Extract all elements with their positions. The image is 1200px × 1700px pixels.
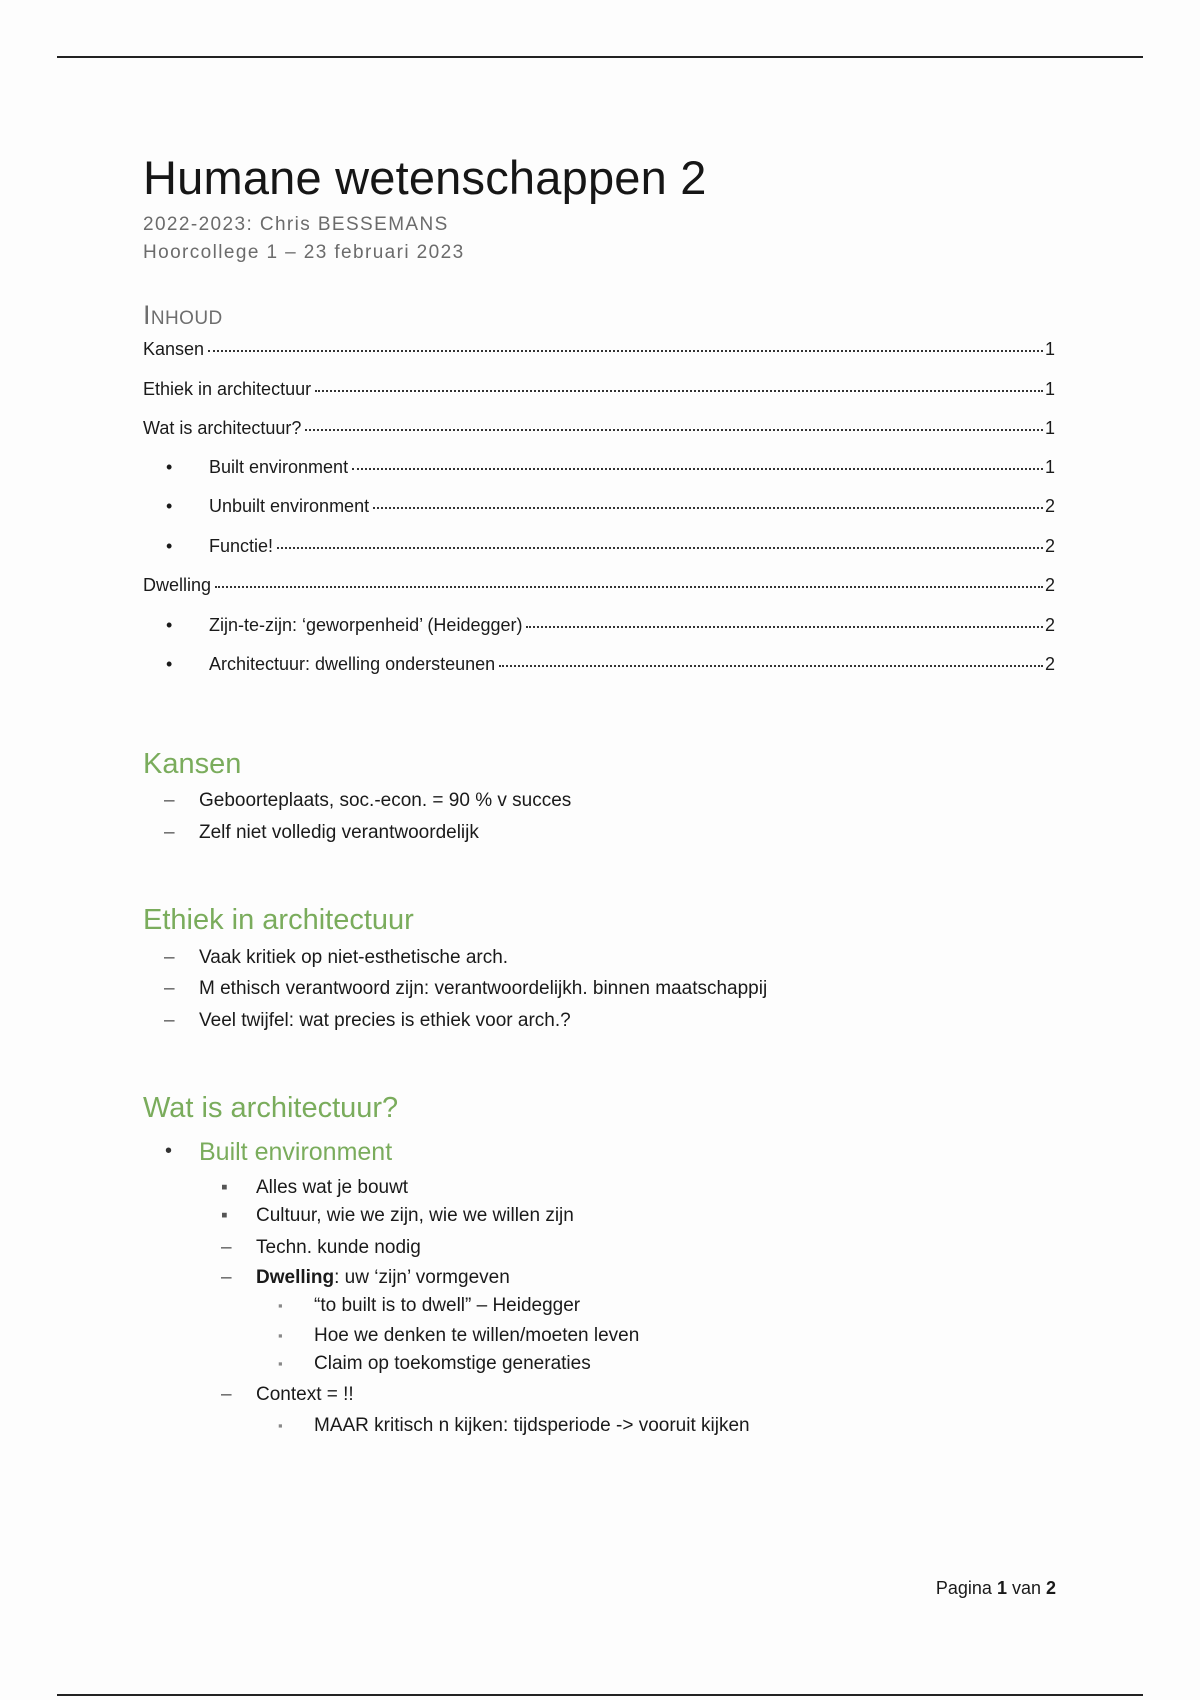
page-prefix: Pagina [935,1578,997,1598]
page-middle: van [1006,1578,1046,1598]
toc-page: 2 [1044,615,1055,635]
list-item: Cultuur, wie we zijn, wie we willen zijn [256,1205,574,1226]
bullet-marker: • [165,1140,173,1162]
toc-page: 2 [1044,575,1055,595]
square-marker: ▪ [221,1177,228,1198]
toc-bullet: • [166,457,173,477]
toc-leader [305,429,1043,431]
list-item: Veel twijfel: wat precies is ethiek voor arch.? [199,1010,571,1031]
toc-page: 1 [1044,457,1055,477]
dash-marker: – [164,1010,175,1031]
list-item: Hoe we denken te willen/moeten leven [314,1325,640,1346]
toc-label: Functie! [209,536,274,556]
dash-marker: – [164,790,175,811]
list-item: Vaak kritiek op niet-esthetische arch. [199,947,509,968]
list-item: MAAR kritisch n kijken: tijdsperiode -> vooruit kijken [314,1415,750,1436]
toc-leader [208,350,1043,352]
toc-entry-zijn-te-zijn[interactable] [209,615,1055,639]
heading-ethiek: Ethiek in architectuur [143,904,414,936]
dwelling-bold: Dwelling [256,1267,335,1288]
list-item-dwelling [256,1267,510,1289]
toc-entry-functie[interactable] [209,536,1055,560]
bottom-rule [57,1694,1143,1696]
toc-label: Unbuilt environment [209,496,370,516]
toc-entry-dwelling[interactable] [143,575,1055,599]
subtitle-course: 2022-2023: Chris BESSEMANS [143,214,449,235]
square-marker: ▪ [221,1205,228,1226]
toc-page: 2 [1044,654,1055,674]
toc-page: 1 [1044,379,1055,399]
list-item: Alles wat je bouwt [256,1177,409,1198]
list-item: “to built is to dwell” – Heidegger [314,1295,581,1316]
toc-bullet: • [166,615,173,635]
toc-leader [315,390,1043,392]
page-current: 1 [996,1578,1007,1598]
small-marker: ▪ [278,1328,283,1343]
toc-bullet: • [166,654,173,674]
toc-leader [373,507,1043,509]
toc-entry-ethiek[interactable] [143,379,1055,403]
toc-bullet: • [166,496,173,516]
document-title: Humane wetenschappen 2 [143,151,707,204]
toc-entry-wat-is-architectuur[interactable] [143,418,1055,442]
toc-entry-kansen[interactable] [143,339,1055,363]
list-item: Claim op toekomstige generaties [314,1353,591,1374]
toc-entry-unbuilt-environment[interactable] [209,496,1055,520]
toc-entry-architectuur-dwelling[interactable] [209,654,1055,678]
toc-entry-built-environment[interactable] [209,457,1055,481]
toc-page: 1 [1044,339,1055,359]
subtitle-lecture: Hoorcollege 1 – 23 februari 2023 [143,242,465,263]
list-item: Techn. kunde nodig [256,1237,421,1258]
toc-leader [277,547,1043,549]
toc-label: Built environment [209,457,349,477]
toc-label: Kansen [143,339,205,359]
list-item-context: Context = !! [256,1384,354,1405]
small-marker: ▪ [278,1356,283,1371]
heading-built-environment: Built environment [199,1138,393,1166]
toc-heading: Inhoud [143,300,223,330]
toc-page: 2 [1044,496,1055,516]
toc-page: 2 [1044,536,1055,556]
dash-marker: – [164,947,175,968]
dwelling-rest: : uw ‘zijn’ vormgeven [334,1267,510,1288]
heading-kansen: Kansen [143,748,242,780]
toc-bullet: • [166,536,173,556]
toc-label: Wat is architectuur? [143,418,302,438]
list-item: Geboorteplaats, soc.-econ. = 90 % v succes [199,790,572,811]
toc-leader [215,586,1043,588]
dash-marker: – [221,1384,232,1405]
dash-marker: – [221,1267,232,1288]
toc-page: 1 [1044,418,1055,438]
dash-marker: – [164,822,175,843]
small-marker: ▪ [278,1418,283,1433]
list-item: Zelf niet volledig verantwoordelijk [199,822,479,843]
dash-marker: – [164,978,175,999]
toc-leader [526,626,1043,628]
page-number [880,1578,1056,1599]
toc-label: Ethiek in architectuur [143,379,312,399]
toc-label: Architectuur: dwelling ondersteunen [209,654,496,674]
dash-marker: – [221,1237,232,1258]
toc-label: Zijn-te-zijn: ‘geworpenheid’ (Heidegger) [209,615,523,635]
list-item: M ethisch verantwoord zijn: verantwoordelijkh. binnen maatschappij [199,978,768,999]
toc-leader [352,468,1043,470]
page-total: 2 [1045,1578,1056,1598]
small-marker: ▪ [278,1298,283,1313]
toc-leader [499,665,1043,667]
toc-label: Dwelling [143,575,212,595]
top-rule [57,56,1143,58]
heading-wat-is-architectuur: Wat is architectuur? [143,1092,399,1124]
